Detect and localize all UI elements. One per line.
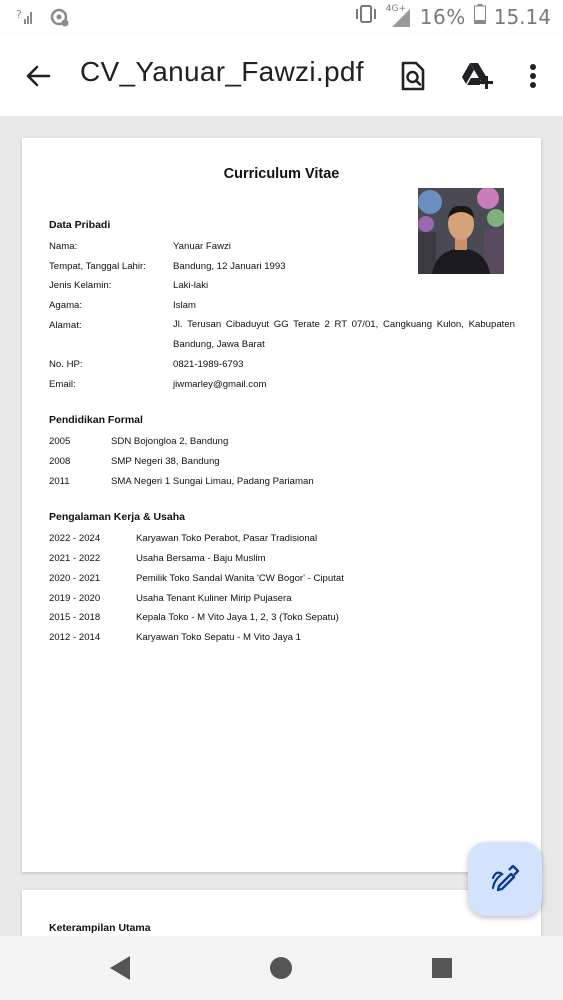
status-bar xyxy=(0,0,563,34)
search-in-document-button[interactable] xyxy=(391,54,435,98)
pdf-page-2 xyxy=(22,890,541,936)
personal-label: Email: xyxy=(49,379,76,390)
app-bar xyxy=(0,34,563,116)
section-heading-education: Pendidikan Formal xyxy=(49,414,143,426)
experience-desc: Kepala Toko - M Vito Jaya 1, 2, 3 (Toko Sepatu) xyxy=(136,612,339,623)
education-school: SDN Bojongloa 2, Bandung xyxy=(111,436,229,447)
triangle-back-icon xyxy=(108,955,132,981)
experience-period: 2019 - 2020 xyxy=(49,593,101,604)
personal-label: Jenis Kelamin: xyxy=(49,280,112,291)
signal-icon xyxy=(385,3,412,28)
education-year: 2011 xyxy=(49,476,70,487)
personal-value: Islam xyxy=(173,300,196,311)
edit-pen-icon xyxy=(490,864,520,894)
personal-value: jiwmarley@gmail.com xyxy=(173,379,267,390)
personal-label: Tempat, Tanggal Lahir: xyxy=(49,261,146,272)
pdf-page-1 xyxy=(22,138,541,872)
square-recents-icon xyxy=(431,957,453,979)
network-type-label: 4G+ xyxy=(385,3,407,14)
education-year: 2005 xyxy=(49,436,71,447)
experience-desc: Pemilik Toko Sandal Wanita 'CW Bogor' - Ciputat xyxy=(136,573,344,584)
section-heading-experience: Pengalaman Kerja & Usaha xyxy=(49,511,185,523)
experience-period: 2022 - 2024 xyxy=(49,533,101,544)
personal-value: 0821-1989-6793 xyxy=(173,359,244,370)
more-vert-icon xyxy=(529,63,537,89)
experience-period: 2015 - 2018 xyxy=(49,612,101,623)
personal-label: No. HP: xyxy=(49,359,83,370)
search-in-document-icon xyxy=(400,61,426,91)
personal-value: Yanuar Fawzi xyxy=(173,241,231,252)
experience-period: 2021 - 2022 xyxy=(49,553,101,564)
personal-label: Agama: xyxy=(49,300,83,311)
document-title: CV_Yanuar_Fawzi.pdf xyxy=(80,56,364,87)
wifi-question-icon xyxy=(16,8,34,30)
system-nav-bar xyxy=(0,936,563,1000)
personal-value: Bandung, 12 Januari 1993 xyxy=(173,261,286,272)
back-button[interactable] xyxy=(16,54,60,98)
clock: 15.14 xyxy=(493,4,551,29)
experience-desc: Karyawan Toko Perabot, Pasar Tradisional xyxy=(136,533,318,544)
vibrate-icon xyxy=(354,4,378,29)
circle-home-icon xyxy=(269,956,293,980)
nav-back-button[interactable] xyxy=(100,950,140,986)
section-heading-personal: Data Pribadi xyxy=(49,219,111,231)
experience-period: 2020 - 2021 xyxy=(49,573,101,584)
education-school: SMP Negeri 38, Bandung xyxy=(111,456,220,467)
add-to-drive-icon xyxy=(461,62,493,90)
annotate-fab-button[interactable] xyxy=(468,842,542,916)
add-to-drive-button[interactable] xyxy=(455,54,499,98)
svg-text:?: ? xyxy=(16,8,22,21)
experience-desc: Usaha Tenant Kuliner Mirip Pujasera xyxy=(136,593,292,604)
cv-title: Curriculum Vitae xyxy=(223,166,340,182)
education-school: SMA Negeri 1 Sungai Limau, Padang Pariaman xyxy=(111,476,314,487)
more-options-button[interactable] xyxy=(511,54,555,98)
personal-label: Nama: xyxy=(49,241,78,252)
personal-label: Alamat: xyxy=(49,320,82,331)
battery-percent: 16% xyxy=(419,4,466,29)
personal-value: Laki-laki xyxy=(173,280,209,291)
settings-sync-icon xyxy=(48,6,70,32)
arrow-left-icon xyxy=(25,63,51,89)
section-heading-skills: Keterampilan Utama xyxy=(49,922,151,934)
battery-icon xyxy=(474,4,486,29)
nav-home-button[interactable] xyxy=(261,950,301,986)
experience-desc: Usaha Bersama - Baju Muslim xyxy=(136,553,266,564)
education-year: 2008 xyxy=(49,456,71,467)
experience-period: 2012 - 2014 xyxy=(49,632,101,643)
pdf-viewer[interactable] xyxy=(0,116,563,936)
address-value: Jl. Terusan Cibaduyut GG Terate 2 RT 07/01, Cangkuang Kulon, Kabupaten Bandung, Jawa Barat xyxy=(173,319,515,350)
nav-recents-button[interactable] xyxy=(422,950,462,986)
experience-desc: Karyawan Toko Sepatu - M Vito Jaya 1 xyxy=(136,632,301,643)
profile-photo xyxy=(418,188,504,274)
